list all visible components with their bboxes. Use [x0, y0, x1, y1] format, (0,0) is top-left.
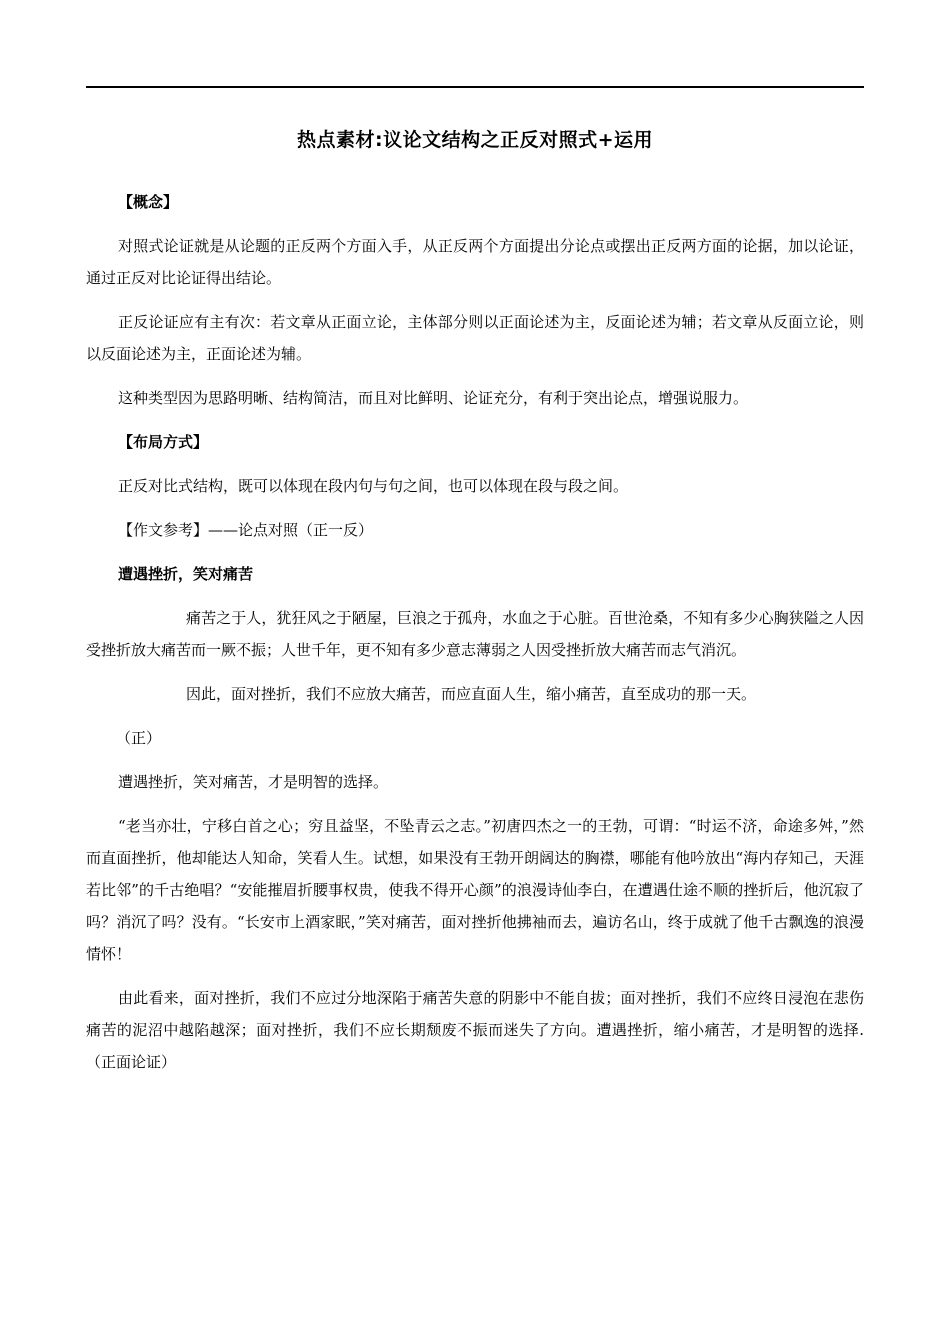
section-heading-layout: 【布局方式】 [118, 433, 209, 451]
layout-paragraph: 正反对比式结构，既可以体现在段内句与句之间，也可以体现在段与段之间。 [118, 477, 629, 495]
document-title: 热点素材:议论文结构之正反对照式+运用 [296, 129, 654, 151]
essay-intro-paragraph: 痛苦之于人，犹狂风之于陋屋，巨浪之于孤舟，水血之于心脏。百世沧桑，不知有多少心胸狭隘之人因受挫折放大痛苦而一厥不振；人世千年，更不知有多少意志薄弱之人因受挫折放大痛苦而志气消沉。 [86, 609, 864, 659]
essay-title: 遭遇挫折，笑对痛苦 [118, 565, 254, 583]
positive-marker: （正） [116, 729, 162, 747]
concept-paragraph: 正反论证应有主有次：若文章从正面立论，主体部分则以正面论述为主，反面论述为辅；若文章从反面立论，则以反面论述为主，正面论述为辅。 [86, 313, 864, 363]
concept-paragraph: 对照式论证就是从论题的正反两个方面入手，从正反两个方面提出分论点或摆出正反两方面的论据，加以论证，通过正反对比论证得出结论。 [86, 237, 864, 287]
header-rule [86, 86, 864, 88]
document-body [86, 186, 864, 1090]
positive-paragraph: “老当亦壮，宁移白首之心；穷且益坚，不坠青云之志。”初唐四杰之一的王勃，可谓：“时运不济，命途多舛，”然而直面挫折，他却能达人知命，笑看人生。试想，如果没有王勃开朗阔达的胸襟，哪能有他吟放出“海内存知己，天涯若比邻”的千古绝唱？“安能摧眉折腰事权贵，使我不得开心颜”的浪漫诗仙李白，在遭遇仕途不顺的挫折后，他沉寂了吗？消沉了吗？没有。“长安市上酒家眠，”笑对痛苦，面对挫折他拂袖而去，遍访名山，终于成就了他千古飘逸的浪漫情怀！ [86, 817, 864, 963]
positive-paragraph: 遭遇挫折，笑对痛苦，才是明智的选择。 [118, 773, 389, 791]
section-heading-concept: 【概念】 [118, 193, 179, 211]
essay-intro-paragraph: 因此，面对挫折，我们不应放大痛苦，而应直面人生，缩小痛苦，直至成功的那一天。 [186, 685, 757, 703]
positive-paragraph: 由此看来，面对挫折，我们不应过分地深陷于痛苦失意的阴影中不能自拔；面对挫折，我们不应终日浸泡在悲伤痛苦的泥沼中越陷越深；面对挫折，我们不应长期颓废不振而迷失了方向。遭遇挫折，缩小痛苦，才是明智的选择.（正面论证） [86, 989, 864, 1071]
concept-paragraph: 这种类型因为思路明晰、结构简洁，而且对比鲜明、论证充分，有利于突出论点，增强说服力。 [118, 389, 749, 407]
section-heading-reference: 【作文参考】——论点对照（正一反） [118, 521, 374, 539]
